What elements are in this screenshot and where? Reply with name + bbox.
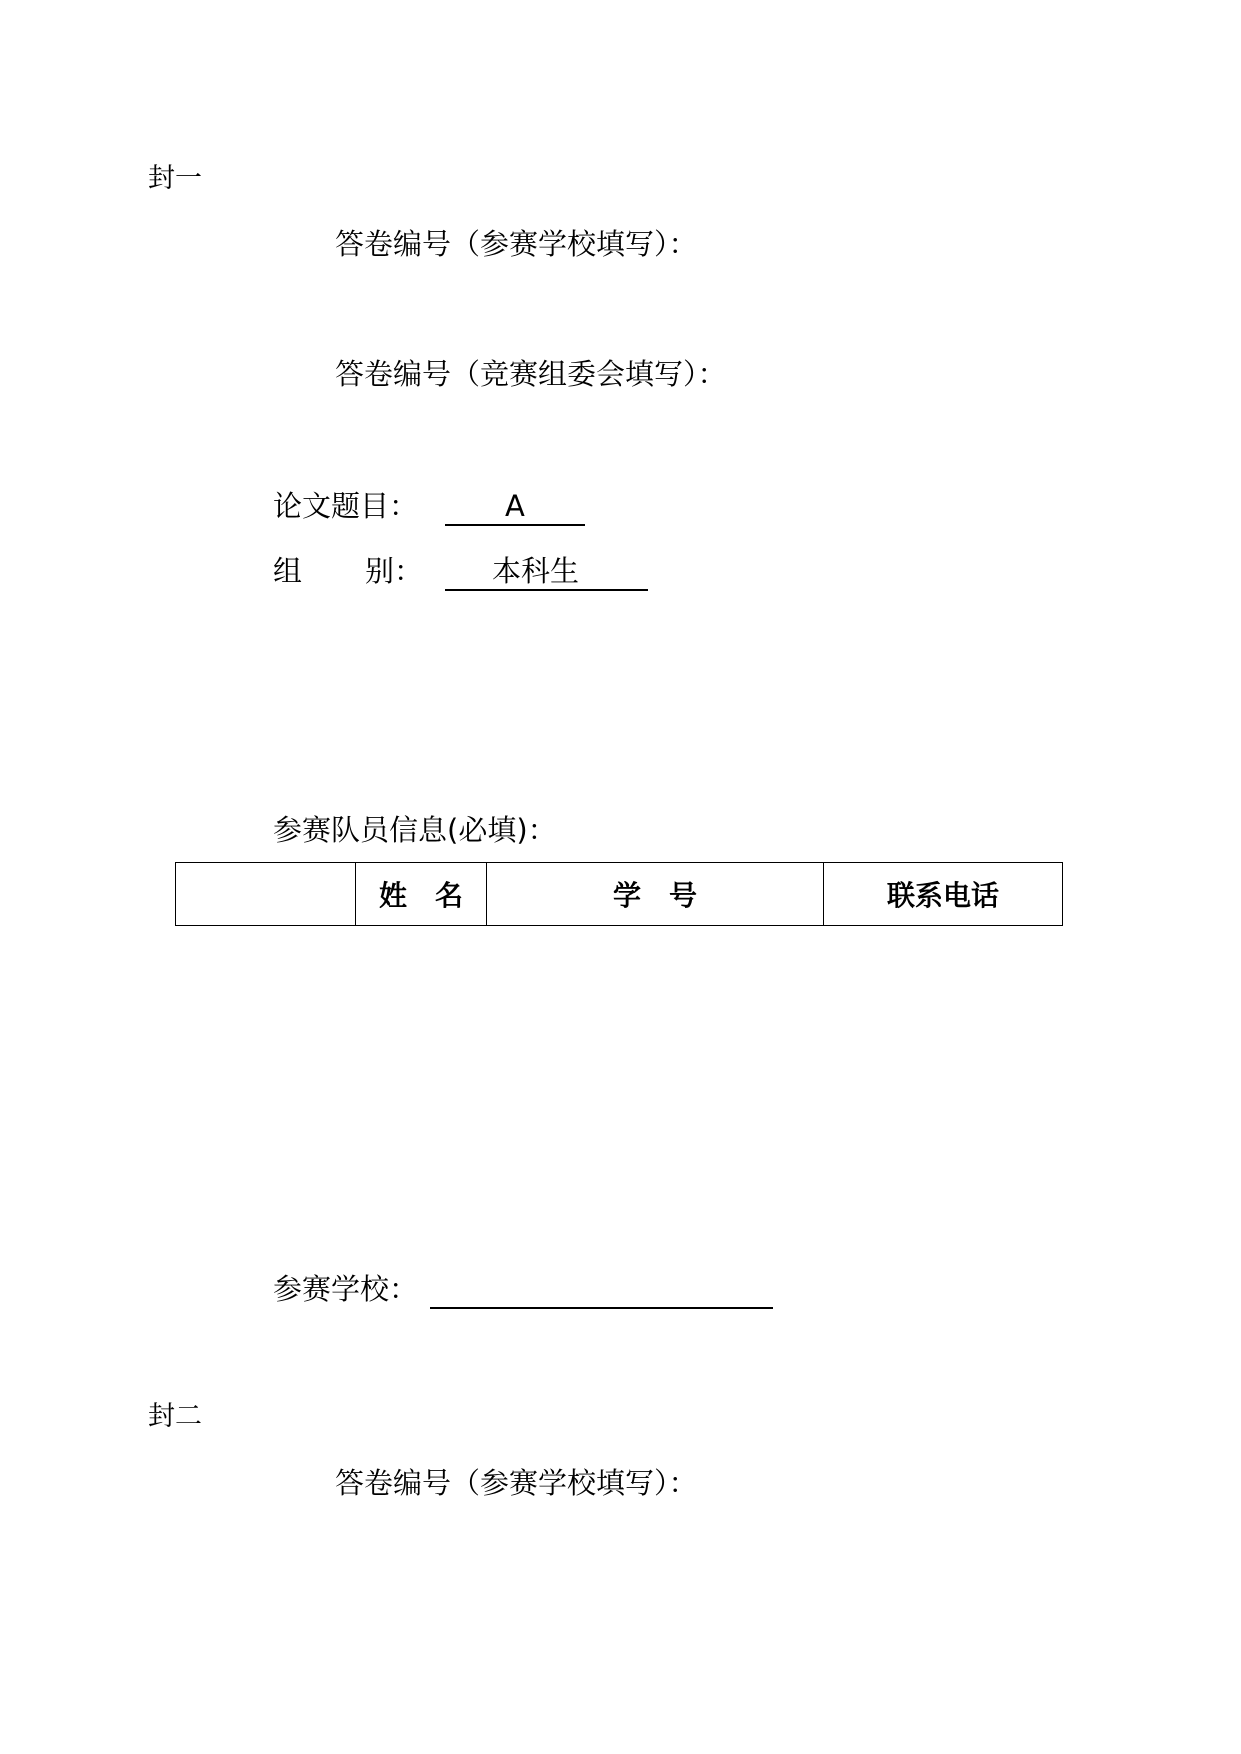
school-label: 参赛学校： [273, 1272, 419, 1306]
paper-title-field[interactable] [445, 488, 585, 526]
cover2-label: 封二 [148, 1401, 202, 1432]
cover2-answer-number-school-label: 答卷编号（参赛学校填写）： [335, 1466, 698, 1500]
table-header-row [176, 863, 1063, 926]
group-label-second-part: 别： [365, 554, 424, 588]
group-label-first-char: 组 [273, 554, 303, 588]
table-header-student-id: 学 号 [487, 863, 824, 926]
team-info-label: 参赛队员信息(必填)： [273, 813, 557, 847]
answer-number-school-label: 答卷编号（参赛学校填写）： [335, 227, 698, 261]
school-field[interactable] [430, 1271, 773, 1309]
table-header-phone: 联系电话 [824, 863, 1063, 926]
table-header-name: 姓 名 [356, 863, 487, 926]
answer-number-committee-label: 答卷编号（竞赛组委会填写）： [335, 357, 727, 391]
group-field[interactable] [445, 553, 648, 591]
paper-title-value: A [505, 489, 525, 523]
team-member-table [175, 862, 1063, 926]
table-header-blank [176, 863, 356, 926]
cover1-label: 封一 [148, 163, 202, 194]
paper-title-label: 论文题目： [273, 489, 419, 523]
group-value: 本科生 [492, 554, 580, 588]
